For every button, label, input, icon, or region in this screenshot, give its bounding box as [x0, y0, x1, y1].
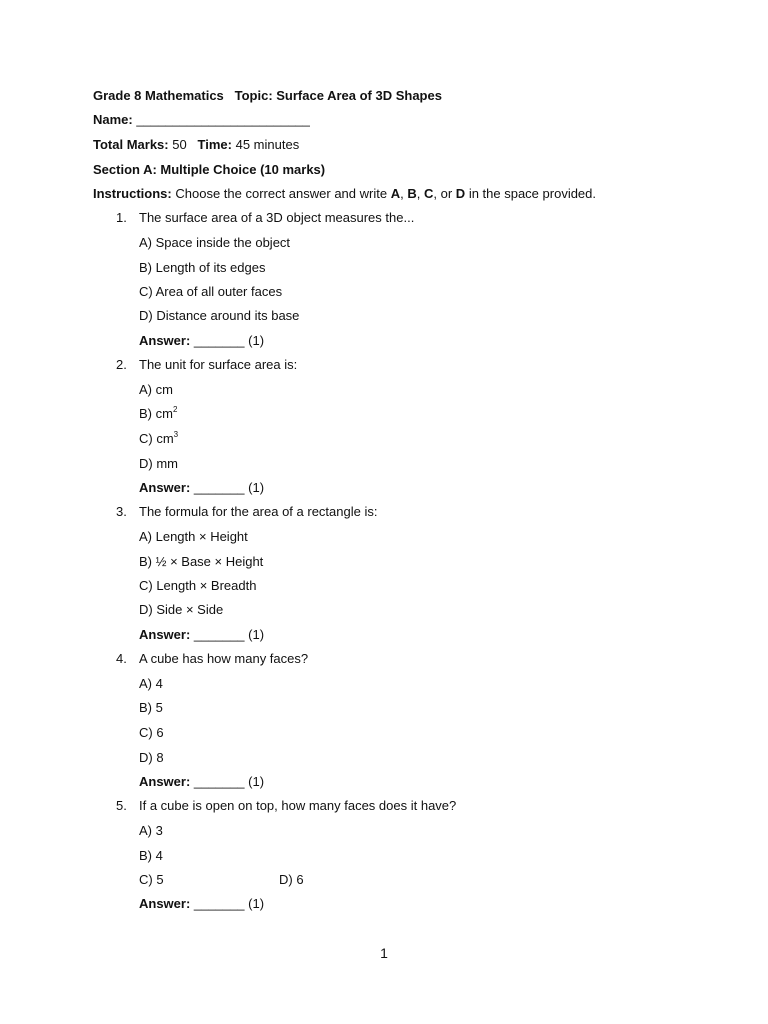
answer-line — [139, 333, 264, 349]
section-title: Section A: Multiple Choice (10 marks) — [93, 162, 326, 177]
question-number: 5. — [116, 798, 127, 813]
answer-label: Answer: — [139, 333, 191, 348]
option-c: C) 6 — [139, 725, 164, 740]
question-text: The surface area of a 3D object measures the... — [139, 210, 415, 225]
superscript-3: 3 — [173, 430, 179, 439]
answer-blank[interactable]: _______ — [193, 333, 245, 348]
question-text: The formula for the area of a rectangle is: — [139, 504, 378, 519]
question-text: A cube has how many faces? — [139, 651, 309, 666]
option-a: A) cm — [139, 382, 173, 397]
instructions-line — [93, 186, 596, 202]
letter-d: D — [455, 186, 466, 201]
answer-label: Answer: — [139, 896, 191, 911]
sep-1: , — [400, 186, 404, 201]
question-number: 2. — [116, 357, 127, 372]
answer-label: Answer: — [139, 774, 191, 789]
option-a: A) 3 — [139, 823, 163, 838]
option-b: B) 5 — [139, 700, 163, 715]
option-b-text: B) cm — [139, 406, 173, 421]
letter-c: C — [423, 186, 434, 201]
time-label: Time: — [197, 137, 232, 152]
option-b: B) ½ × Base × Height — [139, 554, 264, 569]
option-d: D) mm — [139, 456, 178, 471]
answer-line — [139, 480, 264, 496]
answer-blank[interactable]: _______ — [193, 480, 245, 495]
sep-3: , or — [433, 186, 453, 201]
option-c: C) 5 — [139, 872, 164, 887]
option-d: D) Side × Side — [139, 602, 224, 617]
answer-blank[interactable]: _______ — [193, 774, 245, 789]
name-blank[interactable]: ________________________ — [136, 112, 310, 127]
answer-marks: (1) — [248, 627, 265, 642]
answer-line — [139, 627, 264, 643]
question-number: 4. — [116, 651, 127, 666]
topic-label: Topic: Surface Area of 3D Shapes — [234, 88, 442, 103]
total-marks-label: Total Marks: — [93, 137, 169, 152]
answer-marks: (1) — [248, 774, 265, 789]
name-line — [93, 112, 310, 128]
answer-marks: (1) — [248, 896, 265, 911]
answer-label: Answer: — [139, 627, 191, 642]
option-c — [139, 431, 178, 447]
option-d: D) 8 — [139, 750, 164, 765]
answer-line — [139, 774, 264, 790]
question-text: If a cube is open on top, how many faces does it have? — [139, 798, 457, 813]
option-d: D) 6 — [279, 872, 304, 887]
option-a: A) 4 — [139, 676, 163, 691]
answer-blank[interactable]: _______ — [193, 627, 245, 642]
page-number: 1 — [380, 945, 388, 961]
instructions-pre: Choose the correct answer and write — [175, 186, 388, 201]
time-value: 45 minutes — [235, 137, 300, 152]
answer-blank[interactable]: _______ — [193, 896, 245, 911]
instructions-label: Instructions: — [93, 186, 172, 201]
marks-time-line — [93, 137, 299, 153]
header-title-line — [93, 88, 442, 104]
question-text: The unit for surface area is: — [139, 357, 298, 372]
option-d: D) Distance around its base — [139, 308, 300, 323]
total-marks-value: 50 — [172, 137, 187, 152]
question-number: 3. — [116, 504, 127, 519]
answer-line — [139, 896, 264, 912]
letter-b: B — [407, 186, 417, 201]
option-c-text: C) cm — [139, 431, 174, 446]
superscript-2: 2 — [172, 405, 178, 414]
answer-label: Answer: — [139, 480, 191, 495]
option-b — [139, 406, 177, 422]
letter-a: A — [390, 186, 401, 201]
option-c: C) Area of all outer faces — [139, 284, 283, 299]
option-a: A) Length × Height — [139, 529, 248, 544]
question-number: 1. — [116, 210, 127, 225]
answer-marks: (1) — [248, 333, 265, 348]
answer-marks: (1) — [248, 480, 265, 495]
option-b: B) 4 — [139, 848, 163, 863]
grade-label: Grade 8 Mathematics — [93, 88, 224, 103]
option-c: C) Length × Breadth — [139, 578, 257, 593]
option-b: B) Length of its edges — [139, 260, 266, 275]
name-label: Name: — [93, 112, 133, 127]
instructions-post: in the space provided. — [468, 186, 597, 201]
sep-2: , — [416, 186, 421, 201]
option-a: A) Space inside the object — [139, 235, 291, 250]
